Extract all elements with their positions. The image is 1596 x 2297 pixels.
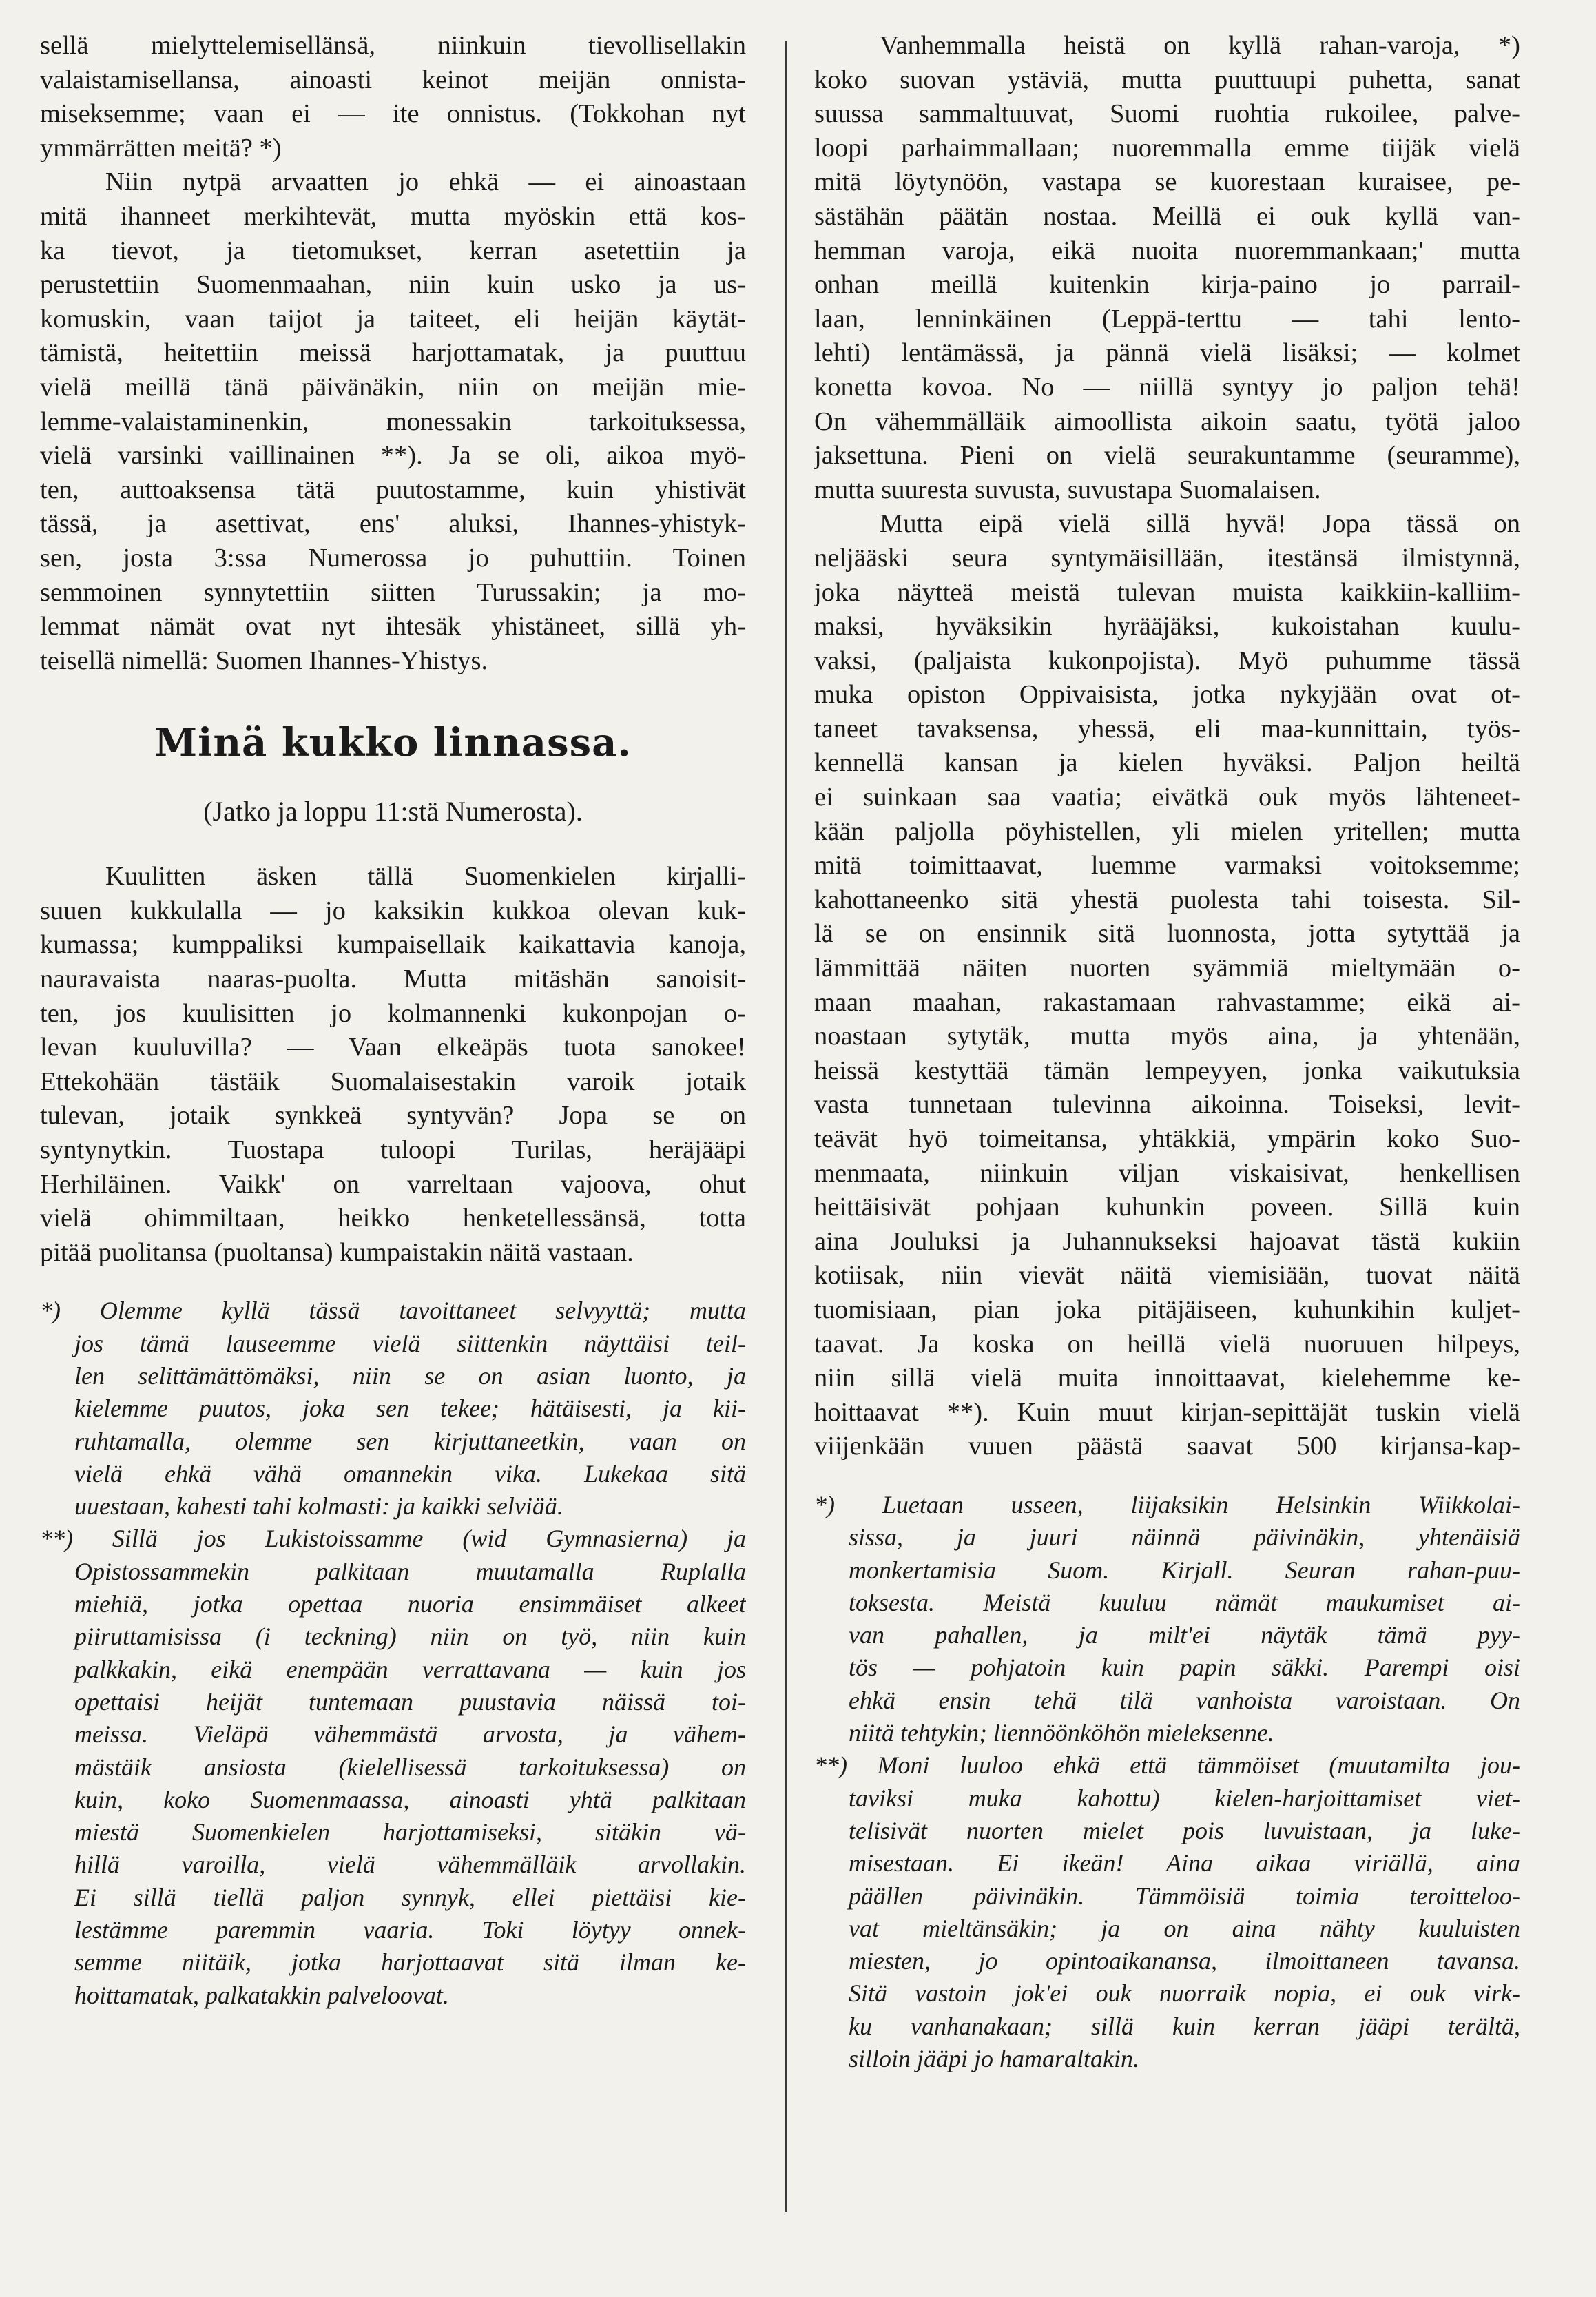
text-line: komuskin, vaan taijot ja taiteet, eli heijän käytät-	[40, 304, 746, 333]
footnote-line: van pahallen, ja milt'ei näytäk tämä pyy-	[849, 1621, 1520, 1649]
text-line: On vähemmälläik aimoollista aikoin saatu, työtä jaloo	[814, 406, 1520, 436]
paragraph	[814, 507, 1520, 1464]
paragraph-continued	[40, 29, 746, 165]
footnote-line: kielemme puutos, joka sen tekee; hätäisesti, ja kii-	[74, 1394, 746, 1423]
footnote	[40, 1295, 746, 2012]
text-line: heittäisivät pohjaan kuhunkin poveen. Sillä kuin	[814, 1193, 1520, 1222]
text-line: semmoinen synnytettiin siitten Turussakin; ja mo-	[40, 577, 746, 607]
footnote-line: meissa. Vieläpä vähemmästä arvosta, ja vähem-	[74, 1720, 746, 1749]
column-divider	[785, 41, 787, 2212]
footnote-line: mästäik ansiosta (kielellisessä tarkoituksessa) on	[74, 1753, 746, 1781]
footnote-line: uuestaan, kahesti tahi kolmasti: ja kaikki selviää.	[74, 1492, 563, 1521]
text-line: lemmat nämät ovat nyt ihtesäk yhistäneet, sillä yh-	[40, 612, 746, 641]
footnote-line: monkertamisia Suom. Kirjall. Seuran rahan-puu-	[849, 1556, 1520, 1584]
text-line: tulevan, jotaik synkkeä syntyvän? Jopa se on	[40, 1101, 746, 1131]
text-line: Ettekohään tästäik Suomalaisestakin varoik jotaik	[40, 1067, 746, 1096]
text-line: ten, jos kuulisitten jo kolmannenki kukonpojan o-	[40, 998, 746, 1028]
footnote-line: **) Moni luuloo ehkä että tämmöiset (muutamilta jou-	[814, 1751, 1520, 1780]
footnote	[814, 1489, 1520, 2075]
text-line: pitää puolitansa (puoltansa) kumpaistakin näitä vastaan.	[40, 1237, 634, 1267]
text-line: kahottaneenko sitä yhestä puolesta tahi toisesta. Sil-	[814, 885, 1520, 914]
text-line: tässä, ja asettivat, ens' aluksi, Ihannes-yhistyk-	[40, 509, 746, 539]
right-column	[814, 29, 1520, 2075]
text-line: miseksemme; vaan ei — ite onnistus. (Tokkohan nyt	[40, 99, 746, 129]
footnote-line: miehiä, jotka opettaa nuoria ensimmäiset alkeet	[74, 1590, 746, 1618]
text-line: onhan meillä kuitenkin kirja-paino jo parrail-	[814, 270, 1520, 300]
footnote-line: opettaisi heijät tuntemaan puustavia näissä toi-	[74, 1687, 746, 1716]
text-line: tämistä, heitettiin meissä harjottamatak, ja puuttuu	[40, 338, 746, 368]
text-line: noastaan sytytäk, mutta myös aina, ja yhtenään,	[814, 1022, 1520, 1051]
text-line: ka tievot, ja tietomukset, kerran asetettiin ja	[40, 236, 746, 265]
footnote-line: semme niitäik, jotka harjottaavat sitä ilman ke-	[74, 1948, 746, 1977]
footnote-line: palkkakin, eikä enempään verrattavana — kuin jos	[74, 1655, 746, 1683]
text-line: vasta tunnetaan tulevinna aikoinna. Toiseksi, levit-	[814, 1090, 1520, 1120]
text-line: mutta suuresta suvusta, suvustapa Suomalaisen.	[814, 475, 1321, 504]
text-line: suuen kukkulalla — jo kaksikin kukkoa olevan kuk-	[40, 896, 746, 925]
text-line: maksi, hyväksikin hyrääjäksi, kukoistahan kuulu-	[814, 612, 1520, 641]
footnote-line: hoittamatak, palkatakkin palveloovat.	[74, 1981, 449, 2009]
footnote-line: miestä Suomenkielen harjottamiseksi, sitäkin vä-	[74, 1818, 746, 1846]
text-line: Vanhemmalla heistä on kyllä rahan-varoja, *)	[880, 31, 1520, 60]
left-column	[40, 29, 746, 2012]
text-line: ei suinkaan saa vaatia; eivätkä ouk myös lähteneet-	[814, 783, 1520, 812]
text-line: maan maahan, rakastamaan rahvastamme; eikä ai-	[814, 987, 1520, 1017]
text-line: loopi parhaimmallaan; nuoremmalla emme tiijäk vielä	[814, 133, 1520, 163]
text-line: mitä ihanneet merkihtevät, mutta myöskin että kos-	[40, 201, 746, 231]
text-line: kään paljolla pöyhistellen, yli mielen yritellen; mutta	[814, 816, 1520, 846]
text-line: aina Jouluksi ja Juhannukseksi hajoavat tästä kukiin	[814, 1226, 1520, 1256]
text-line: lehti) lentämässä, ja pännä vielä lisäksi; — kolmet	[814, 338, 1520, 368]
text-line: taavat. Ja koska on heillä vielä nuoruuen hilpeys,	[814, 1329, 1520, 1359]
text-line: mitä toimittaavat, luemme varmaksi voitoksemme;	[814, 851, 1520, 880]
text-line: taneet tavaksensa, yhessä, eli maa-kunnittain, työs-	[814, 714, 1520, 743]
text-line: kotiisak, niin vievät näitä viemisiään, tuovat näitä	[814, 1261, 1520, 1290]
text-line: neljääski seura syntymäisillään, itestänsä ilmistynnä,	[814, 543, 1520, 573]
text-line: sellä mielyttelemisellänsä, niinkuin tievollisellakin	[40, 31, 746, 60]
footnote-line: tös — pohjatoin kuin papin säkki. Parempi oisi	[849, 1654, 1520, 1682]
footnote-line: päällen päivinäkin. Tämmöisiä toimia teroitteloo-	[849, 1882, 1520, 1910]
footnote-line: ruhtamalla, olemme sen kirjuttaneetkin, vaan on	[74, 1427, 746, 1455]
footnote-line: *) Olemme kyllä tässä tavoittaneet selvyyttä; mutta	[40, 1297, 746, 1325]
footnote-line: len selittämättömäksi, niin se on asian luonto, ja	[74, 1362, 746, 1390]
footnote-line: *) Luetaan usseen, liijaksikin Helsinkin Wiikkolai-	[814, 1490, 1520, 1518]
text-line: viijenkään vuuen päästä saavat 500 kirjansa-kap-	[814, 1432, 1520, 1461]
text-line: lämmittää näiten nuorten syämmiä mieltymään o-	[814, 954, 1520, 983]
text-line: laan, lenninkäinen (Leppä-terttu — tahi lento-	[814, 304, 1520, 333]
text-line: valaistamisellansa, ainoasti keinot meijän onnista-	[40, 65, 746, 94]
text-line: Kuulitten äsken tällä Suomenkielen kirjalli-	[105, 862, 746, 892]
section-heading: Minä kukko linnassa.	[154, 720, 632, 766]
text-line: vaksi, (paljaista kukonpojista). Myö puhumme tässä	[814, 646, 1520, 675]
text-line: sen, josta 3:ssa Numerossa jo puhuttiin. Toinen	[40, 543, 746, 573]
text-line: tuomisiaan, pian joka pitäjäiseen, kuhunkihin kuljet-	[814, 1295, 1520, 1324]
text-line: mitä löytynöön, vastapa se kuorestaan kuraisee, pe-	[814, 167, 1520, 197]
text-line: vielä meillä tänä päivänäkin, niin on meijän mie-	[40, 372, 746, 402]
footnote-line: silloin jääpi jo hamaraltakin.	[849, 2044, 1140, 2072]
footnote-line: ehkä ensin tehä tilä vanhoista varoistaan. On	[849, 1686, 1520, 1714]
text-line: heissä kestyttää tämän lempeyyen, jonka vaikutuksia	[814, 1055, 1520, 1085]
footnote-line: ku vanhanakaan; sillä kuin kerran jääpi terältä,	[849, 2012, 1520, 2040]
footnote-line: miesten, jo opintoaikanansa, ilmoittaneen tavansa.	[849, 1947, 1520, 1975]
text-line: hemman varoja, eikä nuoita nuoremmankaan;' mutta	[814, 236, 1520, 265]
footnote-line: sissa, ja juuri näinnä päivinäkin, yhtenäisiä	[849, 1523, 1520, 1552]
footnote-line: toksesta. Meistä kuuluu nämät maukumiset ai-	[849, 1588, 1520, 1616]
text-line: konetta kovoa. No — niillä syntyy jo paljon tehä!	[814, 372, 1520, 402]
text-line: koko suovan ystäviä, mutta puuttuupi puhetta, sanat	[814, 65, 1520, 94]
text-line: ten, auttoaksensa tätä puutostamme, kuin yhistivät	[40, 475, 746, 504]
section-subheading: (Jatko ja loppu 11:stä Numerosta).	[203, 796, 583, 827]
footnote-line: Opistossammekin palkitaan muutamalla Ruplalla	[74, 1557, 746, 1585]
text-line: kennellä kansan ja kielen hyväksi. Paljon heiltä	[814, 748, 1520, 778]
paragraph	[814, 29, 1520, 507]
footnote-line: vat mieltänsäkin; ja on aina nähty kuuluisten	[849, 1914, 1520, 1942]
text-line: vielä ohimmiltaan, heikko henketellessänsä, totta	[40, 1204, 746, 1233]
text-line: nauravaista naaras-puolta. Mutta mitäshän sanoisit-	[40, 965, 746, 994]
paragraph	[40, 165, 746, 678]
footnote-line: telisivät nuorten mielet pois luvuistaan, ja luke-	[849, 1816, 1520, 1844]
text-line: teisellä nimellä: Suomen Ihannes-Yhistys.	[40, 646, 488, 675]
footnote-line: kuin, koko Suomenmaassa, ainoasti yhtä palkitaan	[74, 1785, 746, 1813]
footnote-line: hillä varoilla, vielä vähemmälläik arvollakin.	[74, 1851, 746, 1879]
text-line: suussa sammaltuuvat, Suomi ruohtia rukoilee, palve-	[814, 99, 1520, 129]
text-line: Herhiläinen. Vaikk' on varreltaan vajoova, ohut	[40, 1169, 746, 1199]
text-line: levan kuuluvilla? — Vaan elkeäpäs tuota sanokee!	[40, 1033, 746, 1062]
text-line: Mutta eipä vielä sillä hyvä! Jopa tässä on	[880, 509, 1520, 539]
footnote-line: taviksi muka kahottu) kielen-harjoittamiset viet-	[849, 1784, 1520, 1812]
text-line: menmaata, niinkuin viljan viskaisivat, henkellisen	[814, 1158, 1520, 1188]
footnote-line: lestämme paremmin vaaria. Toki löytyy onnek-	[74, 1916, 746, 1944]
footnote-line: piiruttamisissa (i teckning) niin on työ, niin kuin	[74, 1623, 746, 1651]
footnote-line: niitä tehtykin; liennöönköhön mieleksenne.	[849, 1719, 1274, 1747]
text-line: vielä varsinki vaillinainen **). Ja se oli, aikoa myö-	[40, 441, 746, 471]
footnote-line: jos tämä lauseemme vielä siittenkin näyttäisi teil-	[74, 1329, 746, 1357]
footnote-line: misestaan. Ei ikeän! Aina aikaa viriällä, aina	[849, 1849, 1520, 1877]
footnote-line: **) Sillä jos Lukistoissamme (wid Gymnasierna) ja	[40, 1525, 746, 1553]
text-line: syntynytkin. Tuostapa tuloopi Turilas, heräjääpi	[40, 1135, 746, 1165]
footnote-line: vielä ehkä vähä omannekin vika. Lukekaa sitä	[74, 1459, 746, 1487]
footnote-line: Ei sillä tiellä paljon synnyk, ellei piettäisi kie-	[74, 1883, 746, 1911]
text-line: niin sillä vielä muita innoittaavat, kielehemme ke-	[814, 1363, 1520, 1393]
text-line: joka näytteä meistä tulevan muista kaikkiin-kalliim-	[814, 577, 1520, 607]
text-line: jaksettuna. Pieni on vielä seurakuntamme (seuramme),	[814, 441, 1520, 471]
paragraph	[40, 860, 746, 1270]
text-line: ymmärrätten meitä? *)	[40, 133, 282, 163]
text-line: Niin nytpä arvaatten jo ehkä — ei ainoastaan	[105, 167, 746, 197]
text-line: teävät hyö toimeitansa, yhtäkkiä, ympärin koko Suo-	[814, 1124, 1520, 1153]
footnote-line: Sitä vastoin jok'ei ouk nuorraik nopia, ei ouk virk-	[849, 1979, 1520, 2008]
text-line: perustettiin Suomenmaahan, niin kuin usko ja us-	[40, 270, 746, 300]
text-line: lemme-valaistaminenkin, monessakin tarkoituksessa,	[40, 406, 746, 436]
text-line: muka opiston Oppivaisista, jotka nykyjään ovat ot-	[814, 680, 1520, 710]
text-line: lä se on ensinnik sitä luonnosta, jotta sytyttää ja	[814, 919, 1520, 949]
text-line: kumassa; kumppaliksi kumpaisellaik kaikattavia kanoja,	[40, 930, 746, 960]
text-line: hoittaavat **). Kuin muut kirjan-sepittäjät tuskin vielä	[814, 1397, 1520, 1427]
text-line: sästähän päätän nostaa. Meillä ei ouk kyllä van-	[814, 201, 1520, 231]
